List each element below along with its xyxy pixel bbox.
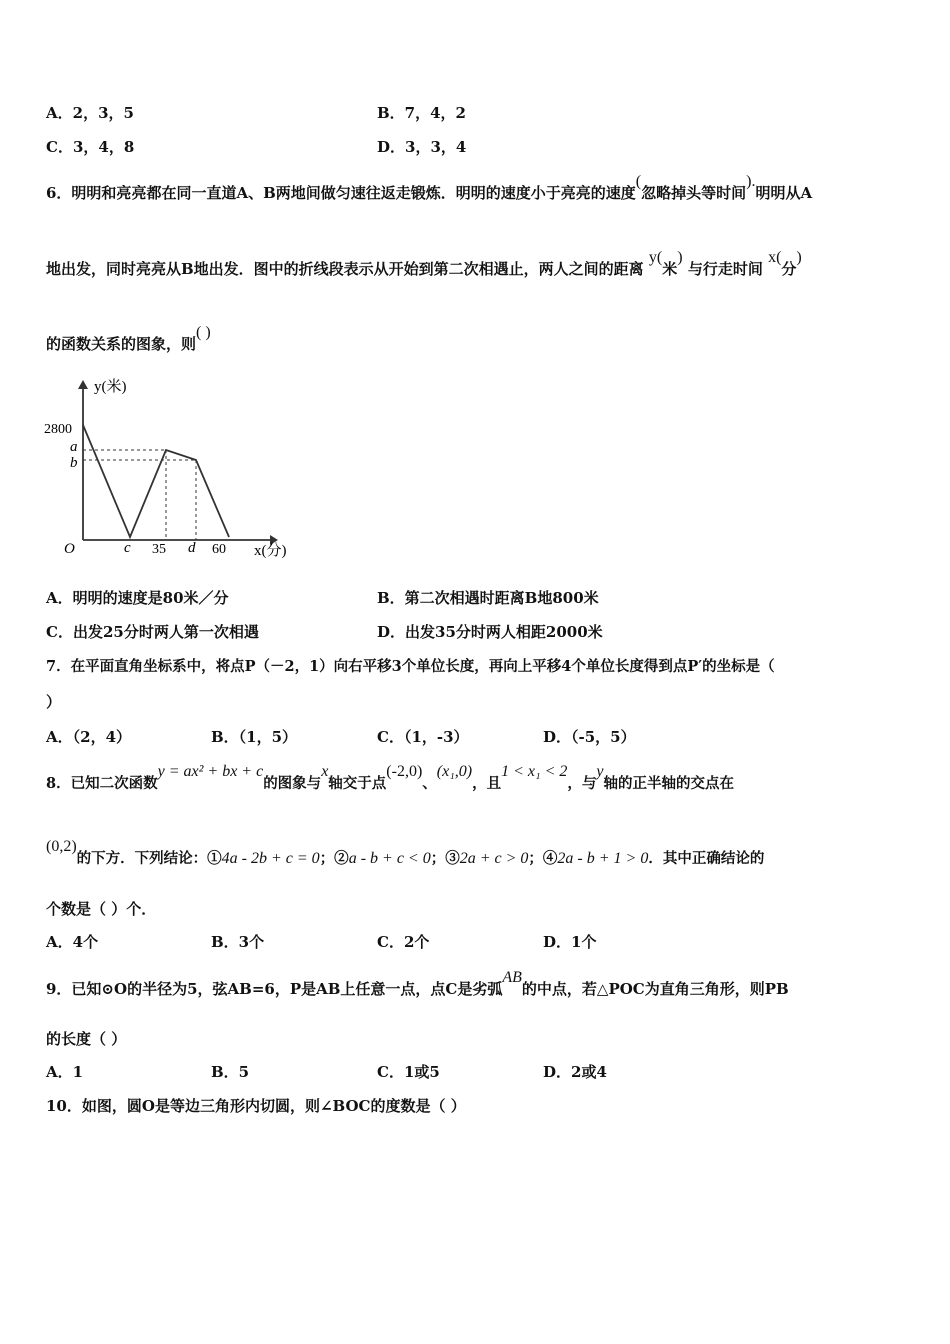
origin-label: O <box>64 541 75 557</box>
q8-line-1: 8．已知二次函数y = ax² + bx + c的图象与x轴交于点(-2,0)、(x₁,0)，且1 < x₁ < 2，与y轴的正半轴的交点在 <box>46 763 734 792</box>
q8-option-d: D．1个 <box>543 933 597 951</box>
q9-line-1: 9．已知⊙O的半径为5，弦AB=6，P是AB上任意一点，点C是劣弧AB的中点，若△POC为直角三角形，则PB <box>46 969 789 998</box>
x-axis-label: x(分) <box>254 543 287 559</box>
q9-option-a: A．1 <box>46 1063 84 1081</box>
q5-option-c: C．3，4，8 <box>46 138 135 156</box>
q6-distance-time-graph <box>40 375 310 565</box>
q8-option-a: A．4个 <box>46 933 99 951</box>
x-tick-c: c <box>124 540 131 556</box>
q9-line-2: 的长度（ ） <box>46 1030 127 1048</box>
y-tick-a: a <box>70 439 78 455</box>
q7-option-a: A．（2，4） <box>46 728 132 746</box>
q6-option-d: D．出发35分时两人相距2000米 <box>377 623 603 641</box>
q6-line-1: 6．明明和亮亮都在同一直道A、B两地间做匀速往返走锻炼．明明的速度小于亮亮的速度(忽略掉头等时间).明明从A <box>46 173 813 202</box>
y-tick-b: b <box>70 455 78 471</box>
q9-option-b: B．5 <box>211 1063 250 1081</box>
q5-option-d: D．3，3，4 <box>377 138 467 156</box>
q5-option-b: B．7，4，2 <box>377 104 466 122</box>
q6-line-3: 的函数关系的图象，则( ) <box>46 324 211 353</box>
q8-line-3: 个数是（ ）个． <box>46 900 157 918</box>
q7-option-d: D．（-5，5） <box>543 728 636 746</box>
arc-ab: AB <box>502 969 522 986</box>
y-axis-arrow-icon <box>78 380 88 389</box>
q7-option-b: B．（1，5） <box>211 728 298 746</box>
q9-option-d: D．2或4 <box>543 1063 607 1081</box>
x-tick-d: d <box>188 540 196 556</box>
y-axis-label: y(米) <box>94 379 127 395</box>
distance-polyline <box>83 425 229 537</box>
q7-option-c: C．（1，-3） <box>377 728 469 746</box>
q8-option-c: C．2个 <box>377 933 430 951</box>
q6-line-2: 地出发，同时亮亮从B地出发．图中的折线段表示从开始到第二次相遇止，两人之间的距离 y(米) 与行走时间 x(分) <box>46 249 802 278</box>
x-tick-60: 60 <box>212 542 226 557</box>
q9-option-c: C．1或5 <box>377 1063 440 1081</box>
q7-line-2: ） <box>46 693 62 711</box>
q6-option-b: B．第二次相遇时距离B地800米 <box>377 589 599 607</box>
q8-line-2: (0,2)的下方．下列结论：①4a - 2b + c = 0；②a - b + c < 0；③2a + c > 0；④2a - b + 1 > 0．其中正确结论的 <box>46 838 765 867</box>
q8-option-b: B．3个 <box>211 933 265 951</box>
x-tick-35: 35 <box>152 542 166 557</box>
q10-line-1: 10．如图，圆O是等边三角形内切圆，则∠BOC的度数是（ ） <box>46 1097 466 1115</box>
q7-line-1: 7．在平面直角坐标系中，将点P（－2，1）向右平移3个单位长度，再向上平移4个单位长度得到点P′的坐标是（ <box>46 658 775 675</box>
q6-option-c: C．出发25分时两人第一次相遇 <box>46 623 259 641</box>
q6-option-a: A．明明的速度是80米／分 <box>46 589 229 607</box>
q5-option-a: A．2，3，5 <box>46 104 134 122</box>
y-tick-2800: 2800 <box>44 422 72 437</box>
